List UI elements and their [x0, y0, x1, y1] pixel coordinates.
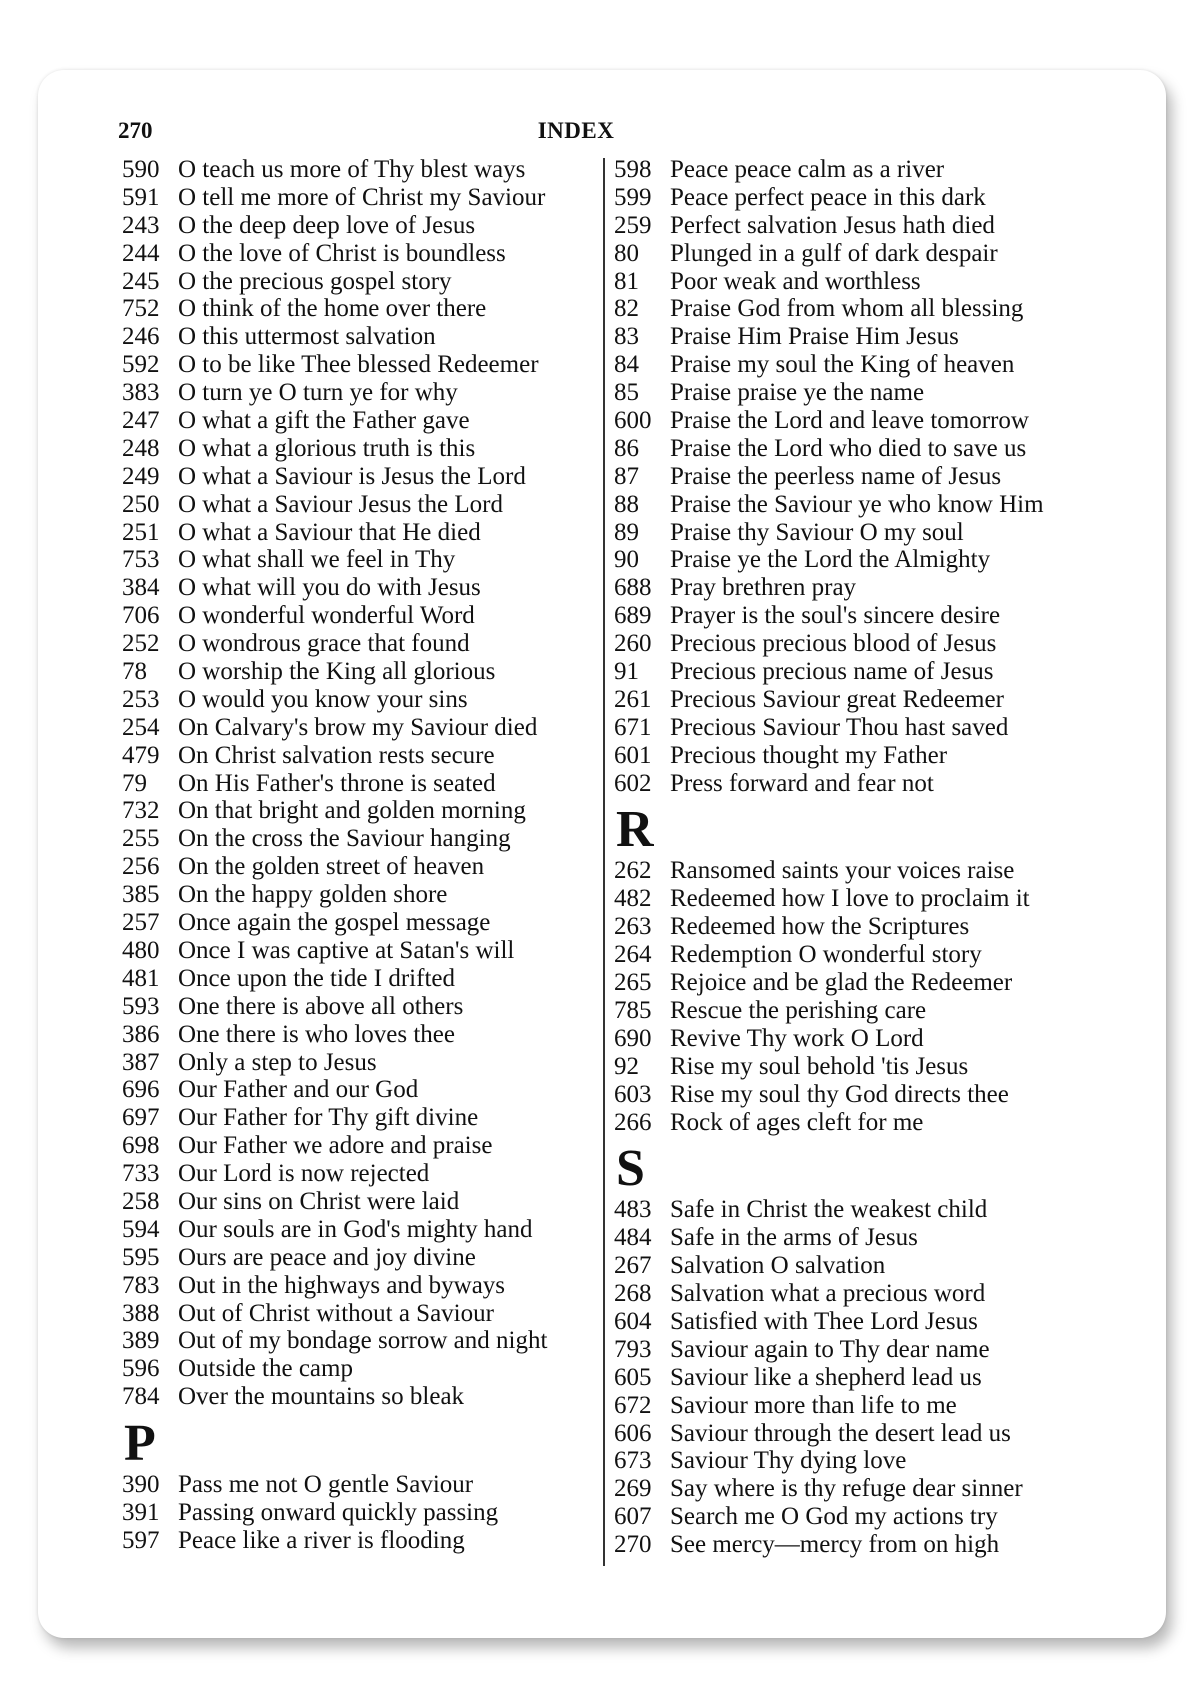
- index-entry: [614, 1336, 1092, 1364]
- hymn-number: 603: [614, 1080, 652, 1108]
- hymn-title: Once upon the tide I drifted: [178, 964, 455, 992]
- index-entry: [122, 1383, 596, 1411]
- index-entry: [614, 1081, 1092, 1109]
- index-column-left: [122, 156, 596, 1555]
- hymn-title: Praise God from whom all blessing: [670, 295, 1024, 323]
- hymn-title: Rejoice and be glad the Redeemer: [670, 969, 1013, 997]
- hymn-number: 84: [614, 351, 639, 379]
- hymn-number: 594: [122, 1215, 160, 1243]
- index-entry: [614, 1364, 1092, 1392]
- index-entry: [614, 268, 1092, 296]
- index-entry: [614, 885, 1092, 913]
- index-entry: [614, 969, 1092, 997]
- hymn-number: 258: [122, 1187, 160, 1215]
- index-entry: [122, 240, 596, 268]
- hymn-number: 243: [122, 211, 160, 239]
- index-entry: [614, 295, 1092, 323]
- hymn-title: O to be like Thee blessed Redeemer: [178, 351, 539, 379]
- index-entry: [122, 1244, 596, 1272]
- hymn-number: 269: [614, 1475, 652, 1503]
- hymn-title: Redemption O wonderful story: [670, 941, 982, 969]
- hymn-number: 598: [614, 156, 652, 183]
- index-entry: [614, 770, 1092, 798]
- hymn-title: Satisfied with Thee Lord Jesus: [670, 1307, 978, 1335]
- hymn-title: Only a step to Jesus: [178, 1048, 377, 1076]
- index-entry: [614, 941, 1092, 969]
- hymn-title: Search me O God my actions try: [670, 1503, 998, 1531]
- index-entry: [122, 519, 596, 547]
- hymn-number: 607: [614, 1503, 652, 1531]
- hymn-title: Praise Him Praise Him Jesus: [670, 323, 959, 351]
- index-entry: [122, 379, 596, 407]
- index-entry: [122, 435, 596, 463]
- index-entry: [614, 240, 1092, 268]
- hymn-title: Pass me not O gentle Saviour: [178, 1471, 474, 1499]
- hymn-title: O teach us more of Thy blest ways: [178, 156, 526, 183]
- hymn-title: Passing onward quickly passing: [178, 1498, 499, 1526]
- hymn-title: Our Father we adore and praise: [178, 1132, 493, 1160]
- hymn-number: 386: [122, 1020, 160, 1048]
- index-entry: [614, 519, 1092, 547]
- hymn-title: Salvation O salvation: [670, 1252, 886, 1280]
- page-number: 270: [118, 118, 153, 143]
- index-entry: [122, 295, 596, 323]
- hymn-number: 260: [614, 630, 652, 658]
- index-entry: [614, 714, 1092, 742]
- hymn-number: 596: [122, 1355, 160, 1383]
- index-entry: [122, 463, 596, 491]
- hymn-number: 606: [614, 1419, 652, 1447]
- hymn-number: 672: [614, 1391, 652, 1419]
- index-entry: [614, 323, 1092, 351]
- hymn-number: 83: [614, 323, 639, 351]
- hymn-number: 390: [122, 1471, 160, 1499]
- hymn-number: 267: [614, 1252, 652, 1280]
- hymn-number: 80: [614, 239, 639, 267]
- hymn-title: Perfect salvation Jesus hath died: [670, 211, 995, 239]
- index-entry: [122, 1076, 596, 1104]
- index-entry: [122, 268, 596, 296]
- hymn-number: 383: [122, 379, 160, 407]
- hymn-number: 483: [614, 1196, 652, 1224]
- hymn-title: On the cross the Saviour hanging: [178, 825, 511, 853]
- section-letter: R: [616, 801, 654, 859]
- index-column-right: [614, 156, 1092, 1559]
- hymn-title: Praise the peerless name of Jesus: [670, 462, 1002, 490]
- hymn-number: 602: [614, 769, 652, 797]
- hymn-title: Safe in the arms of Jesus: [670, 1224, 918, 1252]
- hymn-number: 249: [122, 462, 160, 490]
- index-entry: [122, 965, 596, 993]
- hymn-title: On the golden street of heaven: [178, 853, 485, 881]
- index-entry: [614, 1053, 1092, 1081]
- hymn-number: 89: [614, 518, 639, 546]
- index-entry: [122, 1527, 596, 1555]
- hymn-number: 265: [614, 969, 652, 997]
- index-entry: [614, 602, 1092, 630]
- hymn-number: 696: [122, 1076, 160, 1104]
- hymn-number: 601: [614, 741, 652, 769]
- index-entry: [614, 1392, 1092, 1420]
- hymn-title: On the happy golden shore: [178, 881, 448, 909]
- hymn-title: Praise my soul the King of heaven: [670, 351, 1015, 379]
- hymn-title: Our Lord is now rejected: [178, 1160, 430, 1188]
- hymn-number: 253: [122, 685, 160, 713]
- hymn-number: 245: [122, 267, 160, 295]
- hymn-number: 595: [122, 1243, 160, 1271]
- hymn-title: Once again the gospel message: [178, 909, 491, 937]
- hymn-title: Ransomed saints your voices raise: [670, 857, 1015, 885]
- index-entry: [122, 1327, 596, 1355]
- hymn-title: O what will you do with Jesus: [178, 574, 481, 602]
- index-entry: [122, 1188, 596, 1216]
- hymn-number: 261: [614, 685, 652, 713]
- hymn-number: 591: [122, 183, 160, 211]
- hymn-title: O turn ye O turn ye for why: [178, 379, 458, 407]
- hymn-title: Pray brethren pray: [670, 574, 857, 602]
- hymn-title: Precious precious name of Jesus: [670, 658, 994, 686]
- hymn-number: 690: [614, 1024, 652, 1052]
- hymn-number: 91: [614, 658, 639, 686]
- index-entry: [122, 1021, 596, 1049]
- index-entry: [122, 937, 596, 965]
- hymn-number: 92: [614, 1052, 639, 1080]
- index-entry: [614, 407, 1092, 435]
- hymn-number: 590: [122, 156, 160, 183]
- index-entry: [122, 351, 596, 379]
- hymn-number: 673: [614, 1447, 652, 1475]
- index-entry: [122, 156, 596, 184]
- page-title: INDEX: [537, 118, 615, 143]
- index-entry: [122, 825, 596, 853]
- hymn-number: 82: [614, 295, 639, 323]
- hymn-title: O wondrous grace that found: [178, 630, 470, 658]
- hymn-number: 86: [614, 434, 639, 462]
- hymn-number: 90: [614, 546, 639, 574]
- hymn-number: 88: [614, 490, 639, 518]
- index-entry: [614, 1025, 1092, 1053]
- hymn-title: Outside the camp: [178, 1355, 353, 1383]
- hymn-title: O what a Saviour is Jesus the Lord: [178, 462, 526, 490]
- hymn-number: 251: [122, 518, 160, 546]
- hymn-number: 262: [614, 857, 652, 885]
- index-entry: [122, 714, 596, 742]
- hymn-title: O what a Saviour that He died: [178, 518, 481, 546]
- hymn-number: 256: [122, 853, 160, 881]
- hymn-number: 78: [122, 658, 147, 686]
- index-entry: [122, 491, 596, 519]
- index-entry: [614, 1109, 1092, 1137]
- index-entry: [122, 1104, 596, 1132]
- hymn-title: Out of Christ without a Saviour: [178, 1299, 494, 1327]
- hymn-number: 81: [614, 267, 639, 295]
- hymn-number: 688: [614, 574, 652, 602]
- hymn-title: Safe in Christ the weakest child: [670, 1196, 988, 1224]
- index-entry: [614, 212, 1092, 240]
- hymn-title: Our Father for Thy gift divine: [178, 1104, 479, 1132]
- page-header: [118, 118, 1164, 148]
- index-entry: [614, 546, 1092, 574]
- hymn-title: O the deep deep love of Jesus: [178, 211, 476, 239]
- hymn-number: 266: [614, 1108, 652, 1136]
- hymn-number: 87: [614, 462, 639, 490]
- hymn-number: 793: [614, 1335, 652, 1363]
- hymn-title: Praise thy Saviour O my soul: [670, 518, 964, 546]
- hymn-title: Redeemed how I love to proclaim it: [670, 885, 1030, 913]
- hymn-number: 479: [122, 741, 160, 769]
- index-entry: [614, 435, 1092, 463]
- hymn-number: 387: [122, 1048, 160, 1076]
- hymn-title: O the precious gospel story: [178, 267, 452, 295]
- index-entry: [122, 602, 596, 630]
- hymn-title: O what a glorious truth is this: [178, 434, 476, 462]
- hymn-title: Precious thought my Father: [670, 741, 948, 769]
- hymn-number: 246: [122, 323, 160, 351]
- hymn-number: 248: [122, 434, 160, 462]
- index-entry: [122, 770, 596, 798]
- index-entry: [122, 686, 596, 714]
- index-entry: [614, 1475, 1092, 1503]
- index-entry: [122, 1132, 596, 1160]
- hymn-number: 481: [122, 964, 160, 992]
- hymn-title: On His Father's throne is seated: [178, 769, 496, 797]
- index-entry: [614, 1252, 1092, 1280]
- hymn-number: 753: [122, 546, 160, 574]
- hymn-title: Precious Saviour Thou hast saved: [670, 713, 1009, 741]
- index-entry: [122, 1049, 596, 1077]
- hymn-title: Rise my soul behold 'tis Jesus: [670, 1052, 969, 1080]
- hymn-number: 604: [614, 1307, 652, 1335]
- hymn-title: Our sins on Christ were laid: [178, 1187, 460, 1215]
- hymn-number: 597: [122, 1526, 160, 1554]
- index-entry: [614, 351, 1092, 379]
- index-entry: [614, 1224, 1092, 1252]
- hymn-title: Our Father and our God: [178, 1076, 419, 1104]
- index-entry: [122, 853, 596, 881]
- hymn-title: Revive Thy work O Lord: [670, 1024, 924, 1052]
- hymn-number: 480: [122, 936, 160, 964]
- index-entry: [614, 1503, 1092, 1531]
- hymn-title: Out of my bondage sorrow and night: [178, 1327, 548, 1355]
- index-entry: [614, 491, 1092, 519]
- hymn-title: O tell me more of Christ my Saviour: [178, 183, 546, 211]
- hymn-number: 268: [614, 1280, 652, 1308]
- hymn-number: 250: [122, 490, 160, 518]
- index-entry: [122, 407, 596, 435]
- index-entry: [614, 913, 1092, 941]
- index-entry: [614, 1531, 1092, 1559]
- hymn-title: Poor weak and worthless: [670, 267, 921, 295]
- hymn-title: Peace perfect peace in this dark: [670, 183, 986, 211]
- hymn-title: Rescue the perishing care: [670, 996, 927, 1024]
- hymn-title: Plunged in a gulf of dark despair: [670, 239, 998, 267]
- index-entry: [122, 1300, 596, 1328]
- hymn-title: Redeemed how the Scriptures: [670, 913, 970, 941]
- index-entry: [122, 1471, 596, 1499]
- hymn-title: Praise the Saviour ye who know Him: [670, 490, 1044, 518]
- index-entry: [122, 212, 596, 240]
- hymn-title: Salvation what a precious word: [670, 1280, 986, 1308]
- index-entry: [614, 1308, 1092, 1336]
- hymn-number: 484: [614, 1224, 652, 1252]
- index-entry: [614, 156, 1092, 184]
- hymn-number: 264: [614, 941, 652, 969]
- hymn-title: Praise the Lord who died to save us: [670, 434, 1027, 462]
- hymn-number: 270: [614, 1531, 652, 1559]
- hymn-number: 391: [122, 1498, 160, 1526]
- hymn-number: 605: [614, 1363, 652, 1391]
- hymn-title: Our souls are in God's mighty hand: [178, 1215, 533, 1243]
- hymn-number: 384: [122, 574, 160, 602]
- index-entry: [122, 574, 596, 602]
- index-entry: [122, 881, 596, 909]
- hymn-title: O would you know your sins: [178, 685, 468, 713]
- index-entry: [614, 1447, 1092, 1475]
- hymn-number: 732: [122, 797, 160, 825]
- hymn-number: 592: [122, 351, 160, 379]
- index-entry: [122, 1355, 596, 1383]
- index-entry: [614, 379, 1092, 407]
- hymn-number: 79: [122, 769, 147, 797]
- hymn-title: O this uttermost salvation: [178, 323, 436, 351]
- hymn-title: Precious precious blood of Jesus: [670, 630, 997, 658]
- hymn-title: One there is above all others: [178, 992, 464, 1020]
- hymn-title: Rock of ages cleft for me: [670, 1108, 924, 1136]
- index-entry: [122, 1216, 596, 1244]
- index-entry: [614, 857, 1092, 885]
- hymn-number: 482: [614, 885, 652, 913]
- hymn-number: 593: [122, 992, 160, 1020]
- hymn-title: Saviour more than life to me: [670, 1391, 957, 1419]
- hymn-number: 752: [122, 295, 160, 323]
- hymn-number: 244: [122, 239, 160, 267]
- hymn-number: 671: [614, 713, 652, 741]
- hymn-number: 389: [122, 1327, 160, 1355]
- hymn-number: 259: [614, 211, 652, 239]
- hymn-number: 255: [122, 825, 160, 853]
- hymn-title: Saviour Thy dying love: [670, 1447, 907, 1475]
- hymn-title: Once I was captive at Satan's will: [178, 936, 515, 964]
- hymn-number: 689: [614, 602, 652, 630]
- index-entry: [122, 546, 596, 574]
- index-entry: [614, 686, 1092, 714]
- hymn-title: O wonderful wonderful Word: [178, 602, 475, 630]
- index-entry: [122, 909, 596, 937]
- index-entry: [122, 1499, 596, 1527]
- hymn-number: 706: [122, 602, 160, 630]
- index-entry: [614, 742, 1092, 770]
- index-entry: [614, 658, 1092, 686]
- hymn-title: Praise ye the Lord the Almighty: [670, 546, 991, 574]
- hymn-title: O the love of Christ is boundless: [178, 239, 506, 267]
- index-entry: [122, 742, 596, 770]
- index-entry: [122, 993, 596, 1021]
- index-entry: [614, 184, 1092, 212]
- index-entry: [614, 1420, 1092, 1448]
- index-entry: [122, 323, 596, 351]
- hymn-title: On Christ salvation rests secure: [178, 741, 495, 769]
- hymn-title: Out in the highways and byways: [178, 1271, 506, 1299]
- index-entry: [122, 797, 596, 825]
- hymn-title: O worship the King all glorious: [178, 658, 496, 686]
- hymn-title: Prayer is the soul's sincere desire: [670, 602, 1001, 630]
- hymn-title: See mercy—mercy from on high: [670, 1531, 1000, 1559]
- index-entry: [614, 630, 1092, 658]
- hymn-number: 85: [614, 379, 639, 407]
- hymn-title: On that bright and golden morning: [178, 797, 526, 825]
- hymn-title: O what a Saviour Jesus the Lord: [178, 490, 503, 518]
- hymn-number: 257: [122, 909, 160, 937]
- hymn-number: 385: [122, 881, 160, 909]
- hymn-title: O think of the home over there: [178, 295, 487, 323]
- index-entry: [122, 184, 596, 212]
- hymn-title: Peace peace calm as a river: [670, 156, 945, 183]
- hymn-title: Over the mountains so bleak: [178, 1383, 465, 1411]
- hymn-title: Rise my soul thy God directs thee: [670, 1080, 1009, 1108]
- hymn-title: Praise praise ye the name: [670, 379, 925, 407]
- hymn-number: 388: [122, 1299, 160, 1327]
- column-divider: [603, 158, 605, 1566]
- hymn-number: 783: [122, 1271, 160, 1299]
- index-entry: [122, 1160, 596, 1188]
- hymn-title: O what shall we feel in Thy: [178, 546, 456, 574]
- hymn-number: 697: [122, 1104, 160, 1132]
- hymn-title: Say where is thy refuge dear sinner: [670, 1475, 1023, 1503]
- hymn-title: Precious Saviour great Redeemer: [670, 685, 1004, 713]
- hymn-number: 252: [122, 630, 160, 658]
- hymn-number: 733: [122, 1160, 160, 1188]
- hymn-title: Saviour again to Thy dear name: [670, 1335, 990, 1363]
- hymn-title: Peace like a river is flooding: [178, 1526, 465, 1554]
- index-entry: [122, 1272, 596, 1300]
- section-letter: P: [124, 1415, 156, 1473]
- index-entry: [122, 658, 596, 686]
- hymn-title: Praise the Lord and leave tomorrow: [670, 407, 1029, 435]
- hymn-title: Saviour through the desert lead us: [670, 1419, 1011, 1447]
- hymn-number: 599: [614, 183, 652, 211]
- index-entry: [614, 1280, 1092, 1308]
- index-entry: [614, 1196, 1092, 1224]
- hymn-title: One there is who loves thee: [178, 1020, 456, 1048]
- hymn-title: Press forward and fear not: [670, 769, 934, 797]
- hymn-number: 247: [122, 407, 160, 435]
- hymn-title: O what a gift the Father gave: [178, 407, 470, 435]
- hymn-title: On Calvary's brow my Saviour died: [178, 713, 538, 741]
- index-entry: [614, 997, 1092, 1025]
- hymn-number: 263: [614, 913, 652, 941]
- hymn-title: Ours are peace and joy divine: [178, 1243, 476, 1271]
- hymn-number: 600: [614, 407, 652, 435]
- hymn-number: 785: [614, 996, 652, 1024]
- hymn-title: Saviour like a shepherd lead us: [670, 1363, 982, 1391]
- index-entry: [122, 630, 596, 658]
- hymn-number: 784: [122, 1383, 160, 1411]
- hymn-number: 254: [122, 713, 160, 741]
- index-entry: [614, 574, 1092, 602]
- index-entry: [614, 463, 1092, 491]
- section-letter: S: [616, 1140, 645, 1198]
- hymn-number: 698: [122, 1132, 160, 1160]
